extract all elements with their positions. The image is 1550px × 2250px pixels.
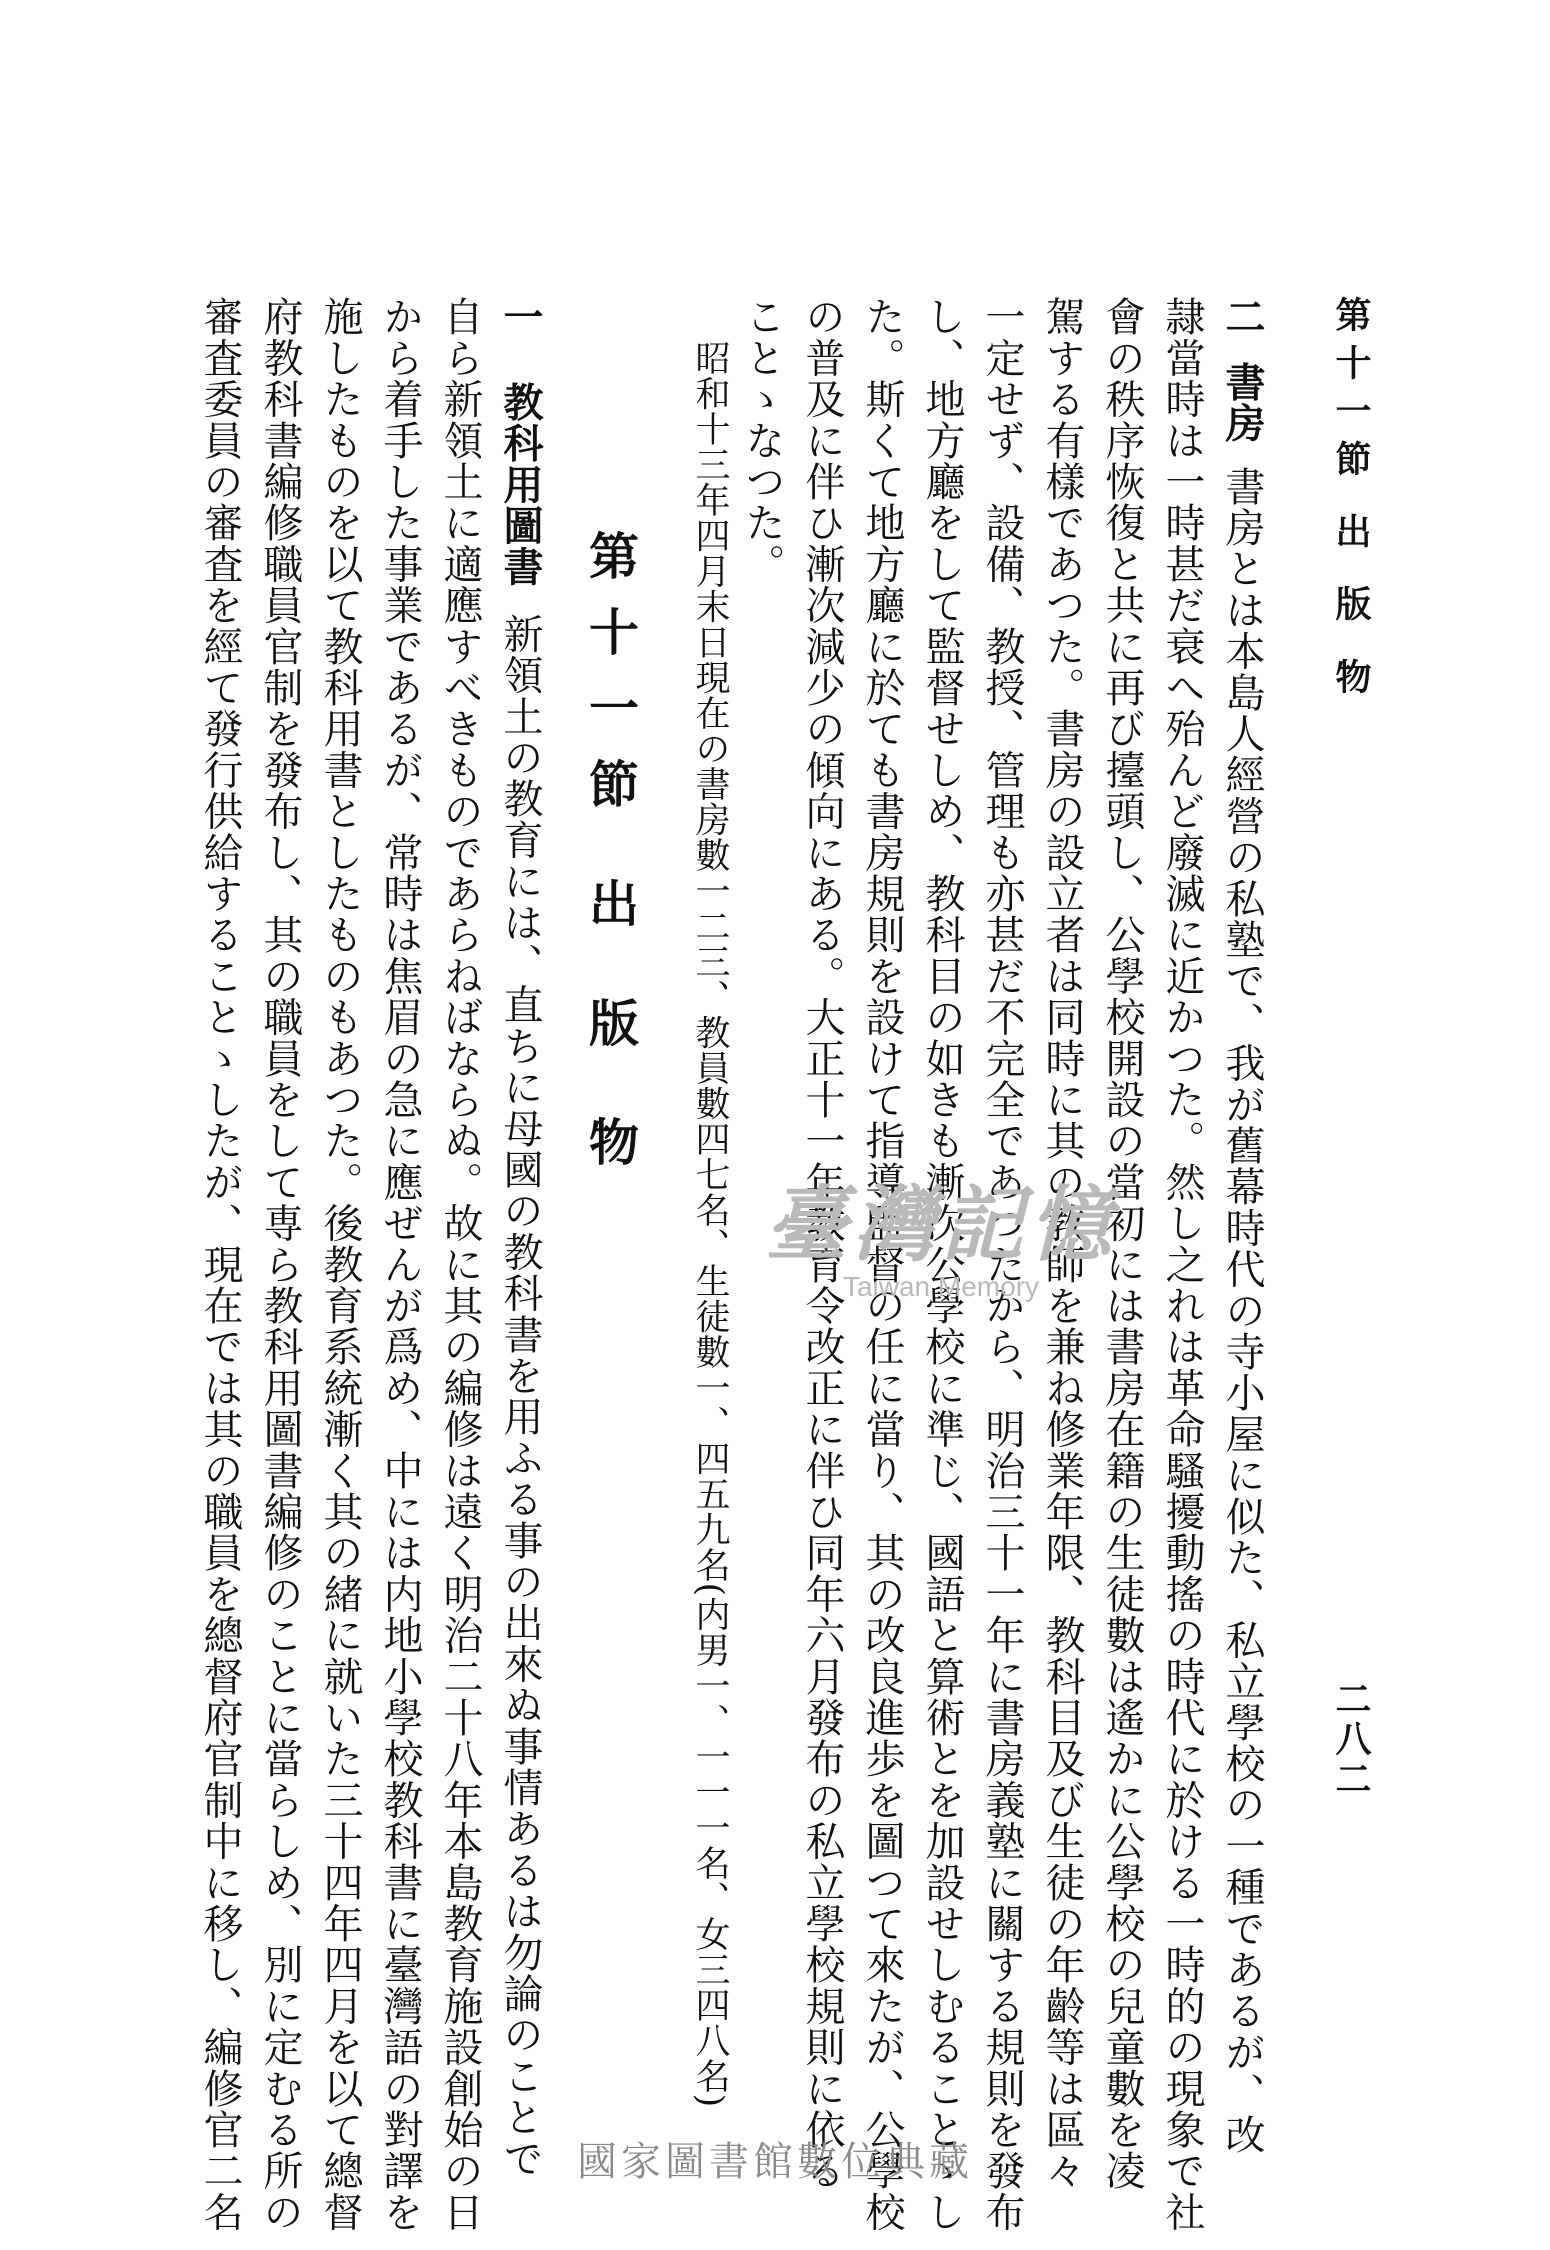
item-one-title: 教科用圖書 — [497, 381, 544, 588]
running-header: 第十一節 出 版 物 — [1330, 296, 1372, 706]
section-two-marker: 二 — [1219, 296, 1266, 338]
item-one-line-5: 府教科書編修職員官制を發布し、其の職員をして専ら教科用圖書編修のことに當らしめ、別に定むる所の — [257, 296, 303, 2233]
section-two-title: 書房 — [1219, 361, 1266, 444]
section-two-line-8: の普及に伴ひ漸次減少の傾向にある。大正十一年教育令改正に伴ひ同年六月發布の私立學校規則に依る — [799, 296, 845, 2192]
section-two-line-4: 駕する有樣であつた。書房の設立者は同時に其の教師を兼ね修業年限、教科目及び生徒の年齡等は區々 — [1039, 296, 1085, 2192]
item-one-line-4: 施したものを以て教科用書としたものもあつた。後教育系統漸く其の緒に就いた三十四年四月を以て總督 — [317, 296, 363, 2233]
section-two-line-5: 一定せず、設備、教授、管理も亦甚だ不完全であつたから、明治三十一年に書房義塾に關する規則を發布 — [979, 296, 1025, 2233]
item-one-line-6: 審査委員の審査を經て發行供給することゝしたが、現在では其の職員を總督府官制中に移し、編修官二名 — [197, 296, 243, 2233]
statistics-note: 昭和十三年四月末日現在の書房數一二三、教員數四七名、生徒數一、四五九名(内男一、一一一名、女三四八名) — [690, 340, 730, 2108]
section-two-text-line: 書房とは本島人經營の私塾で、我が舊幕時代の寺小屋に似た、私立學校の一種であるが、改 — [1219, 465, 1265, 2155]
footer-library-credit: 國家圖書館數位典藏 — [577, 2139, 973, 2185]
item-one-line-3: から着手した事業であるが、常時は焦眉の急に應ぜんが爲め、中には内地小學校教科書に臺灣語の對譯を — [377, 296, 423, 2233]
item-one-marker: 一 — [497, 296, 544, 338]
section-eleven-heading: 第十一節 出 版 物 — [581, 530, 640, 1193]
page-number: 二八二 — [1330, 1680, 1372, 1800]
section-two-line-7: た。斯くて地方廳に於ても書房規則を設けて指導監督の任に當り、其の改良進歩を圖つて來たが、公學校 — [859, 296, 905, 2233]
section-two-line-9: ことゝなつた。 — [739, 296, 785, 585]
section-two-line-3: 會の秩序恢復と共に再び擡頭し、公學校開設の當初には書房在籍の生徒數は遙かに公學校の兒童數を凌 — [1099, 296, 1145, 2192]
section-two-line-1 — [1219, 296, 1266, 2155]
item-one-text-line: 新領土の教育には、直ちに母國の教科書を用ふる事の出來ぬ事情あるは勿論のことで — [497, 613, 543, 2179]
watermark-main-text: 臺灣記憶 — [765, 1177, 1117, 1273]
watermark-sub-text: Taiwan Memory — [842, 1271, 1040, 1302]
item-one-line-1 — [497, 296, 544, 2179]
item-one-line-2: 自ら新領土に適應すべきものであらねばならぬ。故に其の編修は遠く明治二十八年本島教育施設創始の日 — [437, 296, 483, 2233]
taiwan-memory-watermark — [765, 1160, 1117, 1303]
section-two-line-2: 隷當時は一時甚だ衰へ殆んど廢滅に近かつた。然し之れは革命騷擾動搖の時代に於ける一時的の現象で社 — [1159, 296, 1205, 2233]
section-two-line-6: し、地方廳をして監督せしめ、教科目の如きも漸次公學校に準じ、國語と算術とを加設せしむることゝし — [919, 296, 965, 2233]
